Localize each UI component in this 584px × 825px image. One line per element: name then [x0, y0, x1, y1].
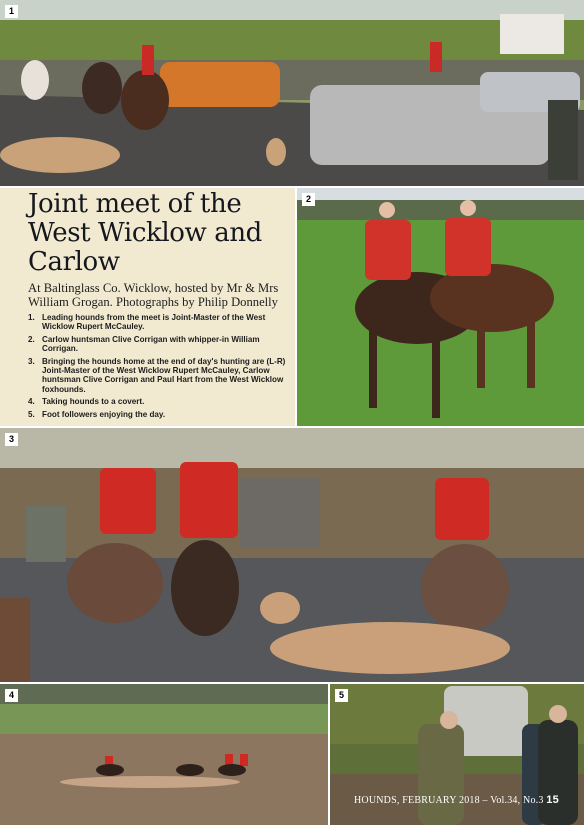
article-intro: At Baltinglass Co. Wicklow, hosted by Mr & Mrs William Grogan. Photographs by Philip Donnelly	[28, 281, 279, 309]
caption-text: Leading hounds from the meet is Joint-Master of the West Wicklow Rupert McCauley.	[42, 313, 266, 332]
caption-text: Taking hounds to a covert.	[42, 397, 145, 407]
caption-text: Bringing the hounds home at the end of day's hunting are (L-R) Joint-Master of the West Wicklow Rupert McCauley, Carlow huntsman Clive Corrigan and Paul Hart from the West Wicklow foxhounds.	[42, 356, 286, 394]
photo-huntsman-whipper-image	[297, 188, 584, 426]
photo-huntsman-whipper	[297, 188, 584, 426]
article-panel	[0, 188, 295, 426]
caption-item	[28, 335, 287, 354]
photo-hounds-home-image	[0, 428, 584, 682]
caption-number: 5.	[28, 409, 35, 419]
caption-item	[28, 397, 287, 406]
page-footer	[354, 794, 559, 806]
magazine-issue: HOUNDS, FEBRUARY 2018 – Vol.34, No.3	[354, 795, 544, 806]
caption-number: 3.	[28, 356, 35, 366]
article-headline: Joint meet of the West Wicklow and Carlow	[28, 189, 262, 277]
photo-covert	[0, 684, 328, 825]
photo-covert-image	[0, 684, 328, 825]
caption-text: Foot followers enjoying the day.	[42, 409, 166, 419]
caption-number: 1.	[28, 313, 35, 322]
photo-number: 4	[5, 689, 18, 702]
caption-text: Carlow huntsman Clive Corrigan with whipper-in William Corrigan.	[42, 334, 260, 354]
caption-item	[28, 313, 287, 332]
photo-meet	[0, 0, 584, 186]
photo-number: 3	[5, 433, 18, 446]
page-number: 15	[546, 794, 559, 806]
photo-number: 2	[302, 193, 315, 206]
caption-item	[28, 357, 287, 395]
photo-hounds-home	[0, 428, 584, 682]
photo-number: 1	[5, 5, 18, 18]
caption-number: 2.	[28, 334, 35, 344]
photo-number: 5	[335, 689, 348, 702]
caption-list	[28, 313, 287, 419]
caption-item	[28, 410, 287, 419]
photo-meet-image	[0, 0, 584, 186]
caption-number: 4.	[28, 397, 35, 407]
